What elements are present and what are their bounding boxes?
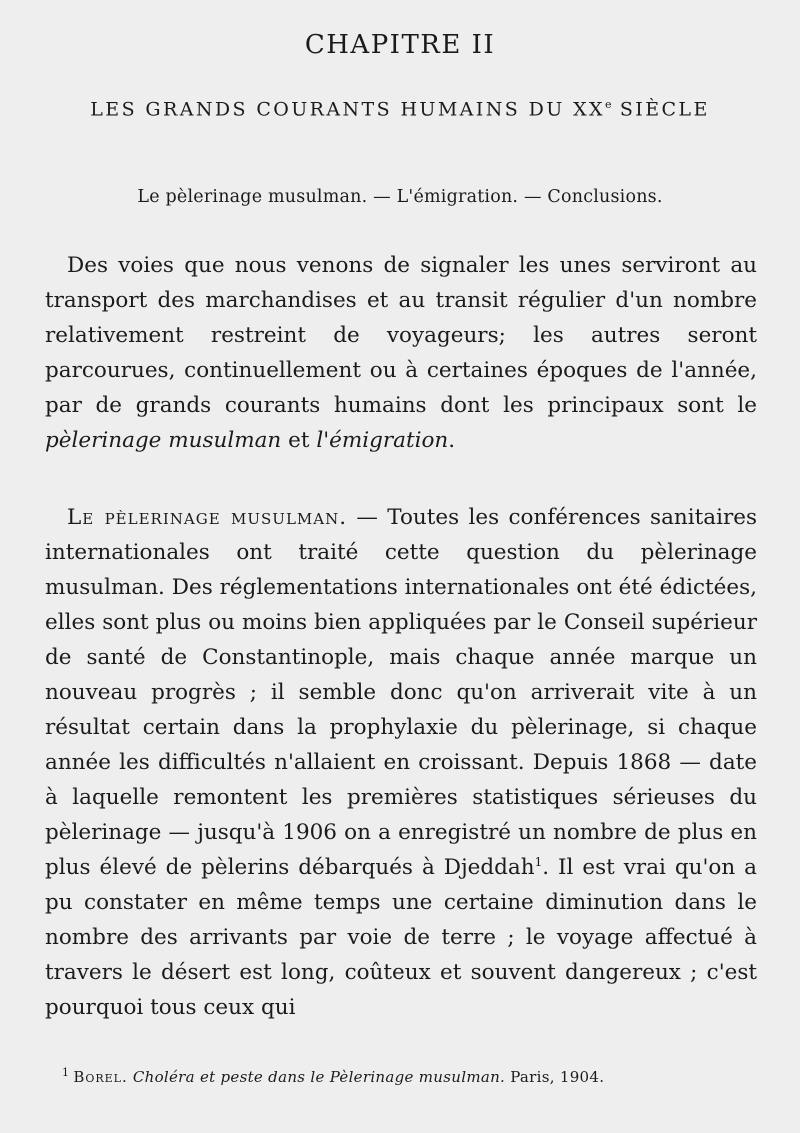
chapter-title	[0, 98, 800, 120]
chapter-heading	[0, 30, 800, 60]
paragraph-pelerinage-text-a: — Toutes les conférences sanitaires internationales ont traité cette question du pèlerinage musulman. Des réglementations internationales ont été édictées, elles sont plus ou moins bien appliquées par le Conseil supérieur de santé de Constantinople, mais chaque année marque un nouveau progrès ; il semble donc qu'on arriverait vite à un résultat certain dans la prophylaxie du pèlerinage, si chaque année les difficultés n'allaient en croissant. Depuis 1868 — date à laquelle remontent les premières statistiques sérieuses du pèlerinage — jusqu'à 1906 on a enregistré un nombre de plus en plus élevé de pèlerins débarqués à Djeddah	[45, 505, 757, 880]
footnote-reference[interactable]: 1	[534, 854, 543, 869]
footnote	[62, 1066, 752, 1086]
chapter-number: CHAPITRE II	[304, 30, 496, 60]
paragraph-intro	[45, 248, 757, 458]
footnote-mark: 1	[62, 1066, 70, 1079]
paragraph-intro-text-b: et	[281, 428, 317, 453]
chapter-title-main: LES GRANDS COURANTS HUMAINS DU XX	[90, 98, 605, 121]
chapter-summary: Le pèlerinage musulman. — L'émigration. — Conclusions.	[137, 187, 663, 207]
paragraph-pelerinage-text-b: . Il est vrai qu'on a pu constater en même temps une certaine diminution dans le nombre des arrivants par voie de terre ; le voyage affectué à travers le désert est long, coûteux et souvent dangereux ; c'est pourquoi tous ceux qui	[45, 855, 757, 1020]
footnote-author: Borel.	[73, 1068, 128, 1086]
chapter-title-end: SIÈCLE	[611, 98, 710, 121]
paragraph-intro-text-c: .	[448, 428, 456, 453]
chapter-title-superscript: e	[604, 98, 612, 111]
paragraph-pelerinage	[45, 500, 757, 1025]
paragraph-intro-italic-emigration: l'émigration	[316, 428, 449, 453]
footnote-title: Choléra et peste dans le Pèlerinage musulman.	[132, 1068, 506, 1086]
paragraph-intro-text-a: Des voies que nous venons de signaler les unes serviront au transport des marchandises et au transit régulier d'un nombre relativement restreint de voyageurs; les autres seront parcourues, continuellement ou à certaines époques de l'année, par de grands courants humains dont les principaux sont le	[45, 253, 757, 418]
footnote-place-year: Paris, 1904.	[510, 1068, 605, 1086]
paragraph-intro-italic-pelerinage: pèlerinage musulman	[45, 428, 282, 453]
section-heading-pelerinage: Le pèlerinage musulman.	[67, 505, 348, 530]
